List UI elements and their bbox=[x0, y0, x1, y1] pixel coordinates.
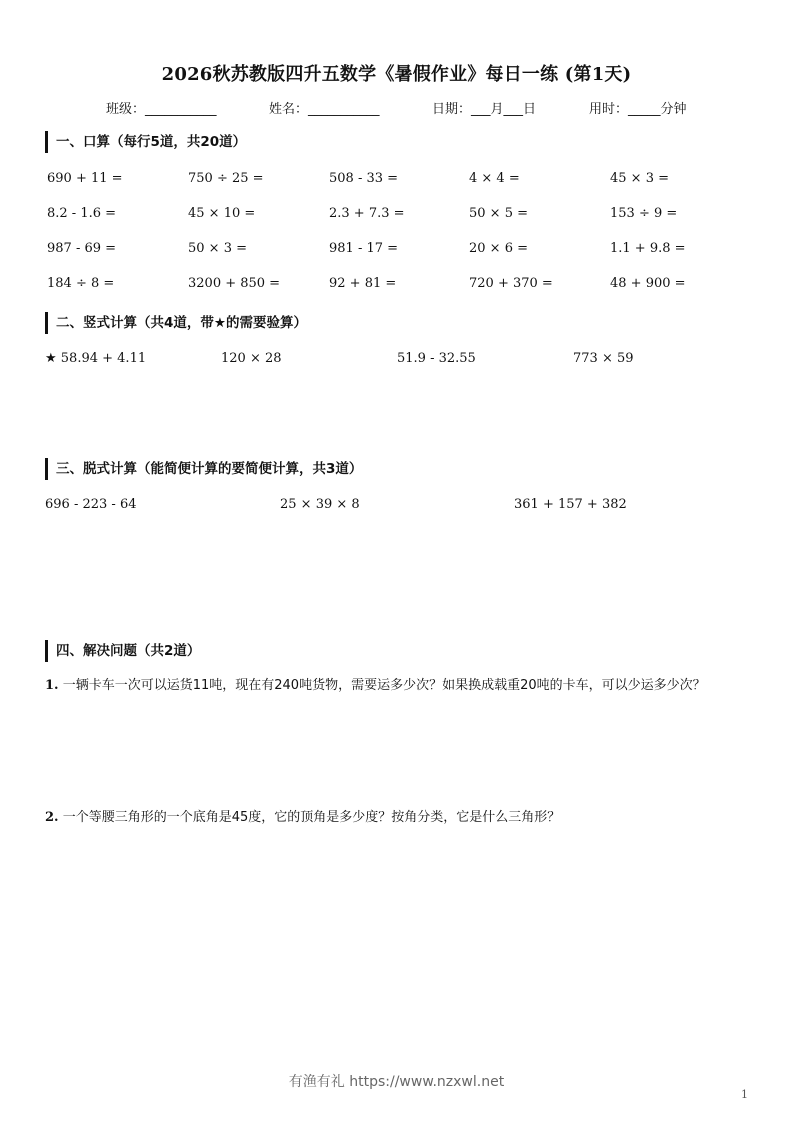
section-word-problems-heading: 四、解决问题（共2道） bbox=[45, 640, 200, 662]
student-info-row bbox=[0, 98, 793, 118]
stepwise-problem: 25 × 39 × 8 bbox=[280, 497, 360, 512]
oral-problem: 3200 + 850 = bbox=[188, 276, 281, 291]
oral-problem: 48 + 900 = bbox=[610, 276, 686, 291]
time-label: 用时： bbox=[589, 102, 629, 117]
date-blank: ___月___日 bbox=[471, 102, 537, 117]
oral-problem: 2.3 + 7.3 = bbox=[329, 206, 405, 221]
vertical-problem: 51.9 - 32.55 bbox=[397, 351, 476, 366]
vertical-problem: 120 × 28 bbox=[221, 351, 282, 366]
oral-problem: 184 ÷ 8 = bbox=[47, 276, 115, 291]
oral-problem: 1.1 + 9.8 = bbox=[610, 241, 686, 256]
oral-problem: 50 × 5 = bbox=[469, 206, 528, 221]
name-label: 姓名： bbox=[269, 102, 309, 117]
oral-problem: 750 ÷ 25 = bbox=[188, 171, 264, 186]
oral-problem: 20 × 6 = bbox=[469, 241, 528, 256]
name-blank: ___________ bbox=[308, 102, 380, 117]
footer-watermark: 有渔有礼 https://www.nzxwl.net bbox=[288, 1074, 505, 1090]
section-oral-heading: 一、口算（每行5道，共20道） bbox=[45, 131, 246, 153]
oral-problem: 50 × 3 = bbox=[188, 241, 247, 256]
word-problem-number: 1. bbox=[45, 678, 59, 693]
oral-problem: 508 - 33 = bbox=[329, 171, 399, 186]
oral-problem: 45 × 10 = bbox=[188, 206, 256, 221]
class-blank: ___________ bbox=[145, 102, 217, 117]
word-problem-number: 2. bbox=[45, 810, 59, 825]
stepwise-problem: 361 + 157 + 382 bbox=[514, 497, 627, 512]
time-field bbox=[589, 98, 687, 117]
word-problem-text: 一辆卡车一次可以运货11吨，现在有240吨货物，需要运多少次？如果换成载重20吨的卡车，可以少运多少次？ bbox=[62, 678, 706, 693]
oral-problem: 690 + 11 = bbox=[47, 171, 123, 186]
date-label: 日期： bbox=[432, 102, 472, 117]
date-field bbox=[432, 98, 536, 117]
name-field bbox=[269, 98, 380, 117]
stepwise-problem: 696 - 223 - 64 bbox=[45, 497, 137, 512]
section-vertical-heading: 二、竖式计算（共4道，带★的需要验算） bbox=[45, 312, 307, 334]
oral-problem: 987 - 69 = bbox=[47, 241, 117, 256]
vertical-problem: 773 × 59 bbox=[573, 351, 634, 366]
time-blank: _____分钟 bbox=[628, 102, 687, 117]
oral-problem: 4 × 4 = bbox=[469, 171, 520, 186]
class-field bbox=[106, 98, 217, 117]
page-number: 1 bbox=[741, 1088, 748, 1101]
word-problem-text: 一个等腰三角形的一个底角是45度，它的顶角是多少度？按角分类，它是什么三角形？ bbox=[62, 810, 561, 825]
class-label: 班级： bbox=[106, 102, 146, 117]
oral-problem: 981 - 17 = bbox=[329, 241, 399, 256]
oral-problem: 720 + 370 = bbox=[469, 276, 553, 291]
word-problem bbox=[45, 806, 560, 825]
oral-problem: 153 ÷ 9 = bbox=[610, 206, 678, 221]
section-stepwise-heading: 三、脱式计算（能简便计算的要简便计算，共3道） bbox=[45, 458, 362, 480]
word-problem bbox=[45, 674, 706, 693]
page-title: 2026秋苏教版四升五数学《暑假作业》每日一练 (第1天) bbox=[161, 64, 632, 85]
oral-problem: 92 + 81 = bbox=[329, 276, 397, 291]
oral-problem: 45 × 3 = bbox=[610, 171, 669, 186]
oral-problem: 8.2 - 1.6 = bbox=[47, 206, 117, 221]
vertical-problem: ★ 58.94 + 4.11 bbox=[45, 351, 147, 366]
